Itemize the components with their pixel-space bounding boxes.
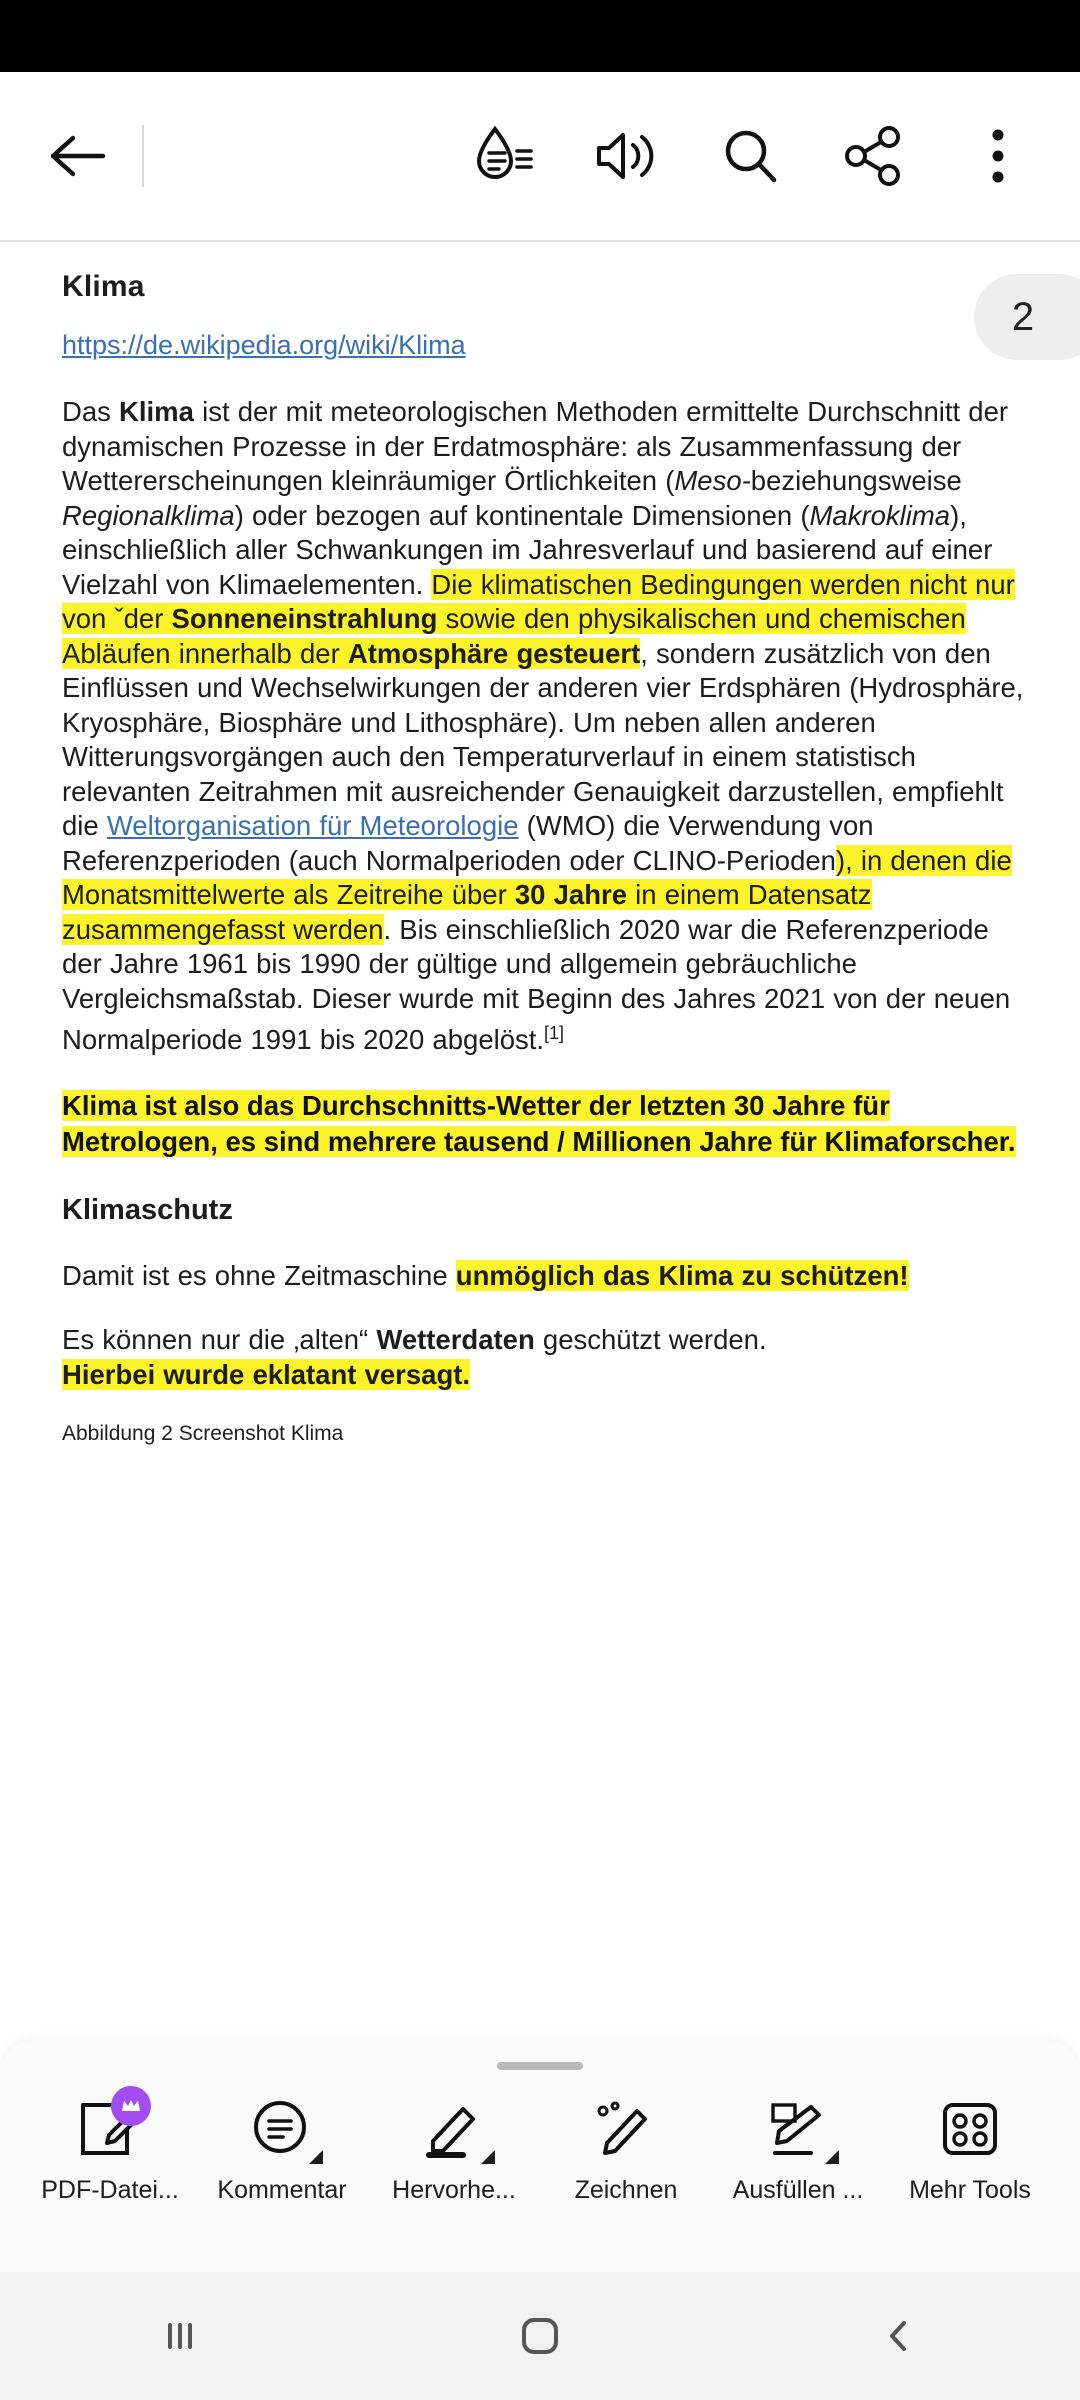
highlight-pen-icon (411, 2092, 497, 2166)
par3-plain-b: geschützt werden. (534, 1324, 767, 1356)
tool-label-fill: Ausfüllen ... (732, 2176, 864, 2204)
tool-label-draw: Zeichnen (574, 2176, 678, 2204)
par1-seg-11: sowie den physikalischen und chemischen Abläufen innerhalb der (62, 603, 966, 669)
par1-seg-19: . Bis einschließlich 2020 war die Referenzperiode der Jahre 1961 bis 1990 der gültige und allgemein gebräuchliche Vergleichsmaßstab. Dieser wurde mit Beginn des Jahres 2021 von der neuen Normalperiode 1991 bis 2020 abgelöst. (62, 913, 1011, 1056)
par3-highlight: Hierbei wurde eklatant versagt. (62, 1358, 471, 1390)
par1-seg-12: Atmosphäre gesteuert (347, 637, 641, 669)
document-highlight-paragraph (62, 1088, 1024, 1160)
par1-seg-17: 30 Jahre (514, 879, 628, 910)
par1-footnote-marker: [1] (544, 1023, 565, 1043)
tool-comment[interactable] (198, 2092, 366, 2205)
comment-icon (239, 2092, 325, 2166)
par1-seg-1: Klima (119, 396, 194, 427)
dropdown-corner-indicator[interactable] (309, 2150, 323, 2164)
overflow-menu-icon[interactable] (962, 120, 1034, 192)
dropdown-corner-indicator[interactable] (825, 2150, 839, 2164)
par1-seg-14-link[interactable]: Weltorganisation für Meteorologie (106, 810, 519, 841)
par1-seg-16: ), in denen die Monatsmittelwerte als Zeitreihe über (62, 844, 1012, 910)
appbar-divider (142, 125, 144, 187)
back-button[interactable] (840, 2286, 960, 2386)
search-icon[interactable] (714, 120, 786, 192)
tool-label-comment: Kommentar (217, 2176, 347, 2204)
par1-seg-18: in einem Datensatz zusammengefasst werden (62, 879, 872, 945)
tool-label-more: Mehr Tools (909, 2176, 1031, 2204)
document-paragraph-2 (62, 1259, 1024, 1294)
source-url-link[interactable]: https://de.wikipedia.org/wiki/Klima (62, 330, 466, 360)
par3-plain-a: Es können nur die ‚alten“ (62, 1324, 377, 1356)
recents-button[interactable] (120, 2286, 240, 2386)
tool-pdf-file[interactable] (26, 2092, 194, 2205)
page-number-badge: 2 (974, 274, 1080, 360)
draw-pencil-icon (583, 2092, 669, 2166)
tool-draw[interactable] (542, 2092, 710, 2205)
appbar-tools (466, 120, 1044, 192)
top-app-bar (0, 72, 1080, 240)
par1-seg-3: Meso- (674, 465, 751, 496)
bottom-tool-row (0, 2070, 1080, 2205)
document-heading: Klima (62, 270, 145, 303)
document-subheading: Klimaschutz (62, 1193, 233, 1226)
par2-plain: Damit ist es ohne Zeitmaschine (62, 1259, 456, 1291)
dropdown-corner-indicator[interactable] (481, 2150, 495, 2164)
par1-seg-7: Makroklima (809, 499, 951, 531)
par1-seg-8: ), einschließlich aller Schwankungen im Jahresverlauf und basierend auf einer Vielzahl von Klimaelementen. (62, 499, 993, 600)
par1-seg-9: Die klimatischen Bedingungen werden nicht nur von ˇder (62, 568, 1015, 634)
tool-more[interactable] (886, 2092, 1054, 2205)
pdf-file-edit-icon (67, 2092, 153, 2166)
par1-seg-5: Regionalklima (62, 499, 235, 531)
par1-seg-4: beziehungsweise (750, 465, 962, 496)
document-paragraph-3 (62, 1323, 1024, 1392)
back-icon[interactable] (36, 114, 120, 198)
sheet-drag-handle[interactable] (497, 2062, 583, 2070)
tool-highlight[interactable] (370, 2092, 538, 2205)
highlight-paragraph-text: Klima ist also das Durchschnitts-Wetter der letzten 30 Jahre für Metrologen, es sind mehrere tausend / Millionen Jahre für Klimaforscher. (62, 1089, 1016, 1157)
tool-label-highlight: Hervorhe... (392, 2176, 516, 2204)
android-navigation-bar (0, 2272, 1080, 2400)
crown-badge (111, 2086, 151, 2126)
read-mode-icon[interactable] (466, 120, 538, 192)
share-icon[interactable] (838, 120, 910, 192)
fill-form-icon (755, 2092, 841, 2166)
text-to-speech-icon[interactable] (590, 120, 662, 192)
par1-seg-10: Sonneneinstrahlung (171, 603, 438, 634)
par1-seg-15: (WMO) die Verwendung von Referenzperioden (auch Normalperioden oder CLINO-Perioden (62, 810, 874, 876)
par3-bold: Wetterdaten (376, 1324, 535, 1356)
status-bar (0, 0, 1080, 72)
tool-label-pdf-file: PDF-Datei... (41, 2176, 179, 2204)
home-button[interactable] (480, 2286, 600, 2386)
document-paragraph-1 (62, 395, 1024, 1058)
par2-highlight: unmöglich das Klima zu schützen! (455, 1259, 909, 1291)
par1-seg-6: ) oder bezogen auf kontinentale Dimensionen ( (234, 499, 810, 531)
document-viewer[interactable] (0, 242, 1080, 1982)
tool-fill[interactable] (714, 2092, 882, 2205)
bottom-toolbar-sheet (0, 2040, 1080, 2272)
par1-seg-0: Das (62, 396, 120, 427)
figure-caption: Abbildung 2 Screenshot Klima (62, 1422, 344, 1446)
par1-seg-13: , sondern zusätzlich von den Einflüssen und Wechselwirkungen der anderen vier Erdsphären (Hydrosphäre, Kryosphäre, Biosphäre und Lithosphäre). Um neben allen anderen Witterungsvorgängen auch den Temperaturverlauf in einem statistisch relevanten Zeitrahmen mit ausreichender Genauigkeit darzustellen, empfiehlt die (62, 637, 1024, 841)
more-tools-grid-icon (927, 2092, 1013, 2166)
par1-seg-2: ist der mit meteorologischen Methoden ermittelte Durchschnitt der dynamischen Prozesse in der Erdatmosphäre: als Zusammenfassung der Wettererscheinungen kleinräumiger Örtlichkeiten ( (62, 396, 1009, 496)
